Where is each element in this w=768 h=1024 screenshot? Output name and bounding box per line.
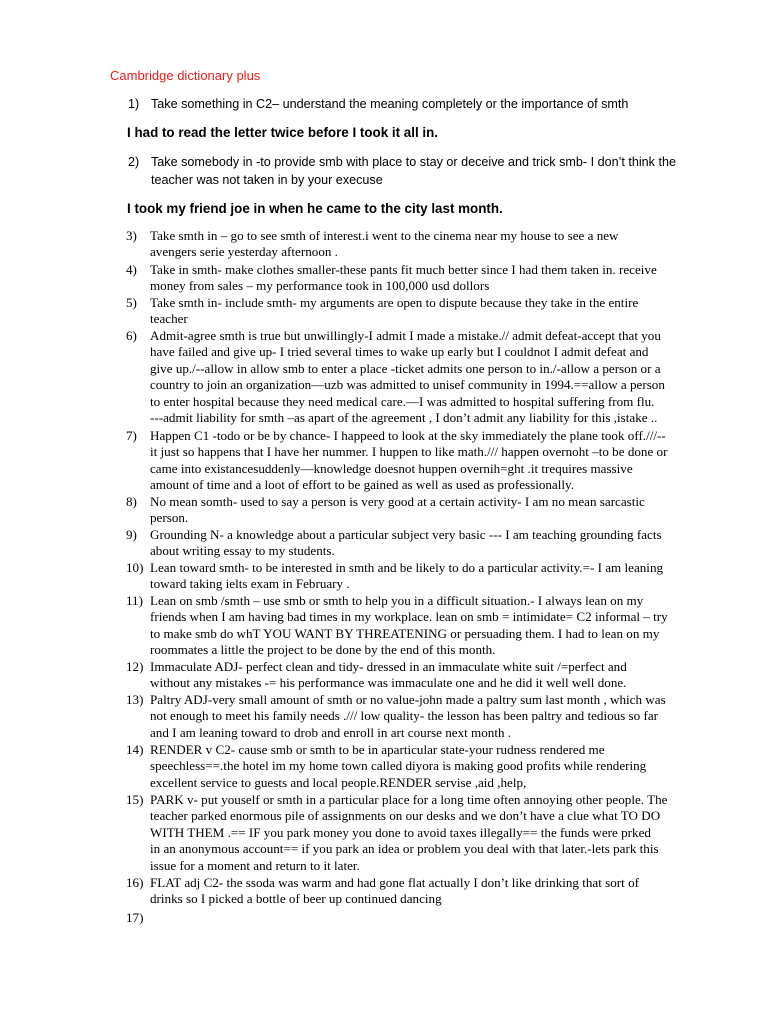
text-line: to make smb do whT YOU WANT BY THREATENING or persuading them. I had to lean on my xyxy=(150,625,660,641)
list-item-text xyxy=(150,527,716,560)
text-line: Take in smth- make clothes smaller-these pants fit much better since I had them taken in. receive xyxy=(150,262,657,277)
text-line: came into existancesuddenly—knowledge doesnot huppen overnih=ght .it trequires massive xyxy=(150,460,633,476)
text-line: friends when I am having bad times in my workplace. lean on smb = intimidate= C2 informal – try xyxy=(150,609,668,625)
list-item-text xyxy=(150,692,716,741)
text-line: Take smth in – go to see smth of interest.i went to the cinema near my house to see a new xyxy=(150,228,619,243)
text-line: Happen C1 -todo or be by chance- I happeed to look at the sky immediately the plane took off.///-- xyxy=(150,428,666,443)
list-item-text xyxy=(150,494,716,527)
text-line: teacher was not taken in by your execuse xyxy=(151,173,383,187)
list-item-text xyxy=(150,262,716,295)
text-line: avengers serie yesterday afternoon . xyxy=(150,244,338,260)
text-line: FLAT adj C2- the ssoda was warm and had gone flat actually I don’t like drinking that sort of xyxy=(150,875,639,890)
list-item-text xyxy=(150,228,716,261)
text-line: roommates a little the project to be done by the end of this month. xyxy=(150,642,496,658)
list-item-number: 17) xyxy=(126,910,144,925)
text-line: Paltry ADJ-very small amount of smth or no value-john made a paltry sum last month , which was xyxy=(150,692,666,707)
text-line: give up./--allow in allow smb to enter a place -ticket admits one person to in./-allow a person or a xyxy=(150,360,661,376)
text-line: Take smth in- include smth- my arguments are open to dispute because they take in the entire xyxy=(150,295,639,310)
text-line: Lean toward smth- to be interested in smth and be likely to do a particular activity.=- I am leaning xyxy=(150,560,664,575)
example-sentence: I took my friend joe in when he came to the city last month. xyxy=(127,201,503,216)
list-item-text xyxy=(150,742,716,791)
list-item-number: 13) xyxy=(126,692,144,707)
list-item-text xyxy=(151,153,716,189)
list-item-text xyxy=(150,428,716,494)
list-item-number: 6) xyxy=(126,328,137,343)
text-line: person. xyxy=(150,510,189,526)
list-item-number: 16) xyxy=(126,875,144,890)
text-line: country to join an organization—uzb was admitted to unisef community in 1994.==allow a person xyxy=(150,377,665,393)
page-heading: Cambridge dictionary plus xyxy=(110,68,261,83)
example-sentence: I had to read the letter twice before I took it all in. xyxy=(127,125,439,140)
list-item-number: 4) xyxy=(126,262,137,277)
list-item-number: 7) xyxy=(126,428,137,443)
text-line: Immaculate ADJ- perfect clean and tidy- dressed in an immaculate white suit /=perfect and xyxy=(150,659,627,674)
text-line: issue for a moment and return to it later. xyxy=(150,857,360,873)
text-line: teacher parked enormous pile of assignments on our desks and we don’t have a clue what TO DO xyxy=(150,808,661,824)
list-item-number: 8) xyxy=(126,494,137,509)
text-line: and I am leaning toward to drob and enroll in art course next month . xyxy=(150,724,512,740)
list-item-number: 9) xyxy=(126,527,137,542)
list-item-text xyxy=(150,792,716,874)
text-line: ---admit liability for smth –as apart of the agreement , I don’t admit any liability for this ,istake .. xyxy=(150,410,658,426)
text-line: it just so happens that I have her nummer. I huppen to like math./// happen overnoht –to be done or xyxy=(150,444,668,460)
text-line: about writing essay to my students. xyxy=(150,543,335,559)
text-line: PARK v- put youself or smth in a particular place for a long time often annoying other people. The xyxy=(150,792,668,807)
text-line: to enter hospital because they need medical care.—I was admitted to hospital suffering from flu. xyxy=(150,393,655,409)
list-item-text xyxy=(150,560,716,593)
text-line: excellent service to guests and local people.RENDER servise ,aid ,help, xyxy=(150,774,527,790)
text-line: toward taking ielts exam in February . xyxy=(150,576,350,592)
text-line: teacher xyxy=(150,311,188,327)
text-line: Grounding N- a knowledge about a particular subject very basic --- I am teaching grounding facts xyxy=(150,527,662,542)
list-item-number: 10) xyxy=(126,560,144,575)
list-item-number: 3) xyxy=(126,228,137,243)
list-item-number: 12) xyxy=(126,659,144,674)
list-item-number: 2) xyxy=(128,155,140,169)
text-line: Lean on smb /smth – use smb or smth to help you in a difficult situation.- I always lean on my xyxy=(150,593,644,608)
list-item-number: 1) xyxy=(128,97,140,111)
text-line: Take something in C2– understand the meaning completely or the importance of smth xyxy=(151,97,629,111)
list-item-text xyxy=(150,659,716,692)
list-item-number: 14) xyxy=(126,742,144,757)
list-item-text xyxy=(150,593,716,659)
text-line: amount of time and a loot of effort to be gained as well as used as professionally. xyxy=(150,477,574,493)
text-line: Admit-agree smth is true but unwillingly-I admit I made a mistake.// admit defeat-accept that you xyxy=(150,328,661,343)
text-line: WITH THEM .== IF you park money you done to avoid taxes illegally== the funds were prked xyxy=(150,824,651,840)
list-item-text xyxy=(150,295,716,328)
list-item-number: 15) xyxy=(126,792,144,807)
list-item-text xyxy=(150,328,716,426)
list-item-number: 5) xyxy=(126,295,137,310)
text-line: Take somebody in -to provide smb with place to stay or deceive and trick smb- I don’t think the xyxy=(151,155,676,169)
text-line: speechless==.the hotel im my home town called diyora is making good profits while rendering xyxy=(150,758,647,774)
text-line: have failed and give up- I tried several times to wake up early but I couldnot I admit defeat and xyxy=(150,344,649,360)
text-line: drinks so I picked a bottle of beer up continued dancing xyxy=(150,891,442,907)
text-line: not enough to meet his family needs ./// low quality- the lesson has been paltry and tedious so far xyxy=(150,708,659,724)
text-line: RENDER v C2- cause smb or smth to be in aparticular state-your rudness rendered me xyxy=(150,742,605,757)
text-line: No mean somth- used to say a person is very good at a certain activity- I am no mean sarcastic xyxy=(150,494,645,509)
text-line: money from sales – my performance took in 100,000 usd dollors xyxy=(150,278,490,294)
text-line: in an anonymous account== if you park an idea or problem you deal with that later.-lets park this xyxy=(150,841,659,857)
list-item-number: 11) xyxy=(126,593,143,608)
list-item-text xyxy=(151,95,716,113)
text-line: without any mistakes -= his performance was immaculate one and he did it well well done. xyxy=(150,675,627,691)
list-item-text xyxy=(150,875,716,908)
